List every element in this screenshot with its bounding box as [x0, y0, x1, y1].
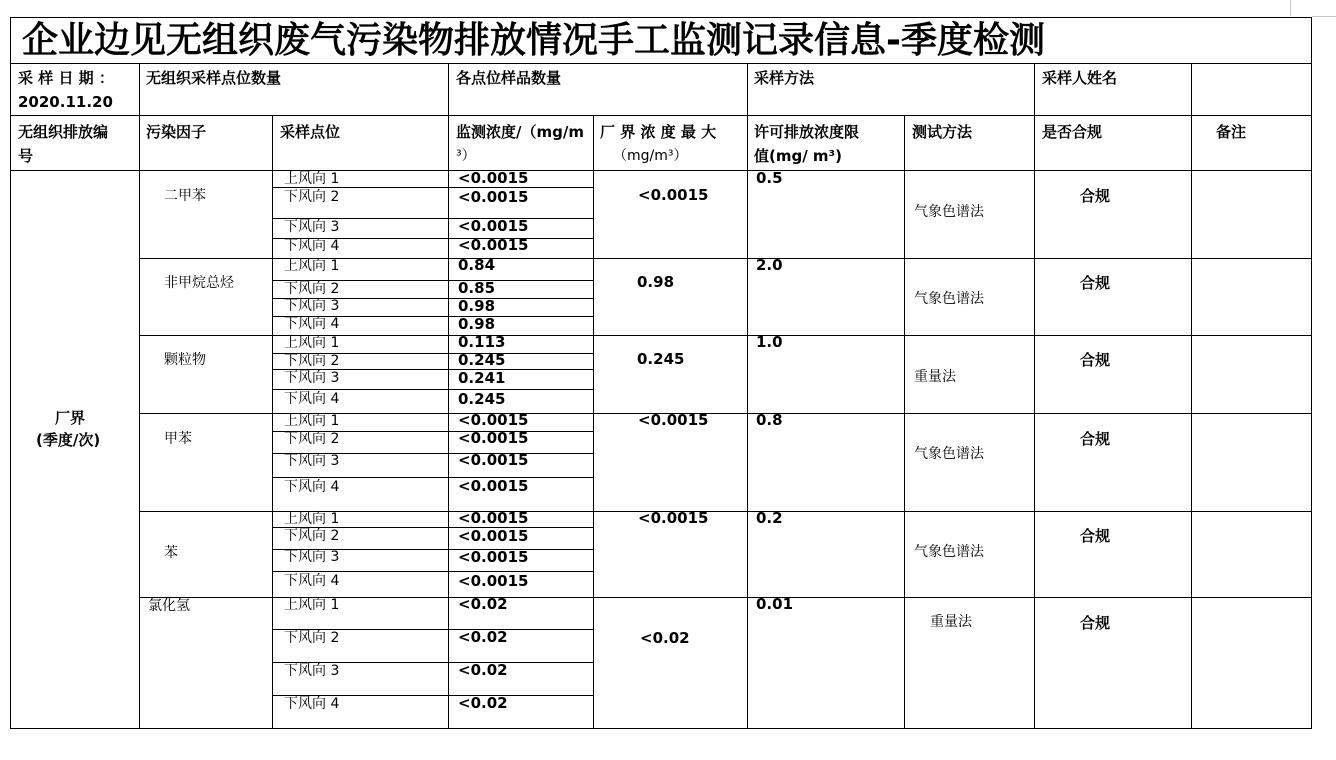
test-method: 重量法 — [914, 369, 956, 385]
concentration-value: <0.0015 — [458, 509, 529, 527]
sampling-point: 下风向 2 — [284, 281, 340, 297]
concentration-value: <0.0015 — [458, 548, 529, 566]
permitted-limit: 0.01 — [756, 595, 794, 613]
compliance-status: 合规 — [1080, 527, 1111, 545]
test-method: 气象色谱法 — [914, 544, 984, 560]
concentration-value: <0.0015 — [458, 411, 529, 429]
page-margin-marker — [1312, 16, 1336, 17]
sampling-point: 上风向 1 — [284, 171, 340, 187]
outlet-frequency: (季度/次) — [36, 431, 101, 449]
sampling-point: 上风向 1 — [284, 413, 340, 429]
header-test-method: 测试方法 — [912, 123, 973, 141]
concentration-value: 0.113 — [458, 333, 506, 351]
permitted-limit: 0.5 — [756, 169, 783, 187]
permitted-limit: 2.0 — [756, 256, 783, 274]
monitoring-record-table — [10, 17, 1312, 729]
sampling-point: 下风向 2 — [284, 630, 340, 646]
header-compliant: 是否合规 — [1042, 123, 1103, 141]
compliance-status: 合规 — [1080, 351, 1111, 369]
concentration-value: 0.245 — [458, 390, 506, 408]
sampling-point: 下风向 2 — [284, 528, 340, 544]
compliance-status: 合规 — [1080, 430, 1111, 448]
samples-count-label: 各点位样品数量 — [456, 69, 562, 87]
sampling-point: 下风向 2 — [284, 189, 340, 205]
header-permitted-limit: 许可排放浓度限 — [754, 123, 860, 141]
test-method: 气象色谱法 — [914, 204, 984, 220]
concentration-value: <0.0015 — [458, 217, 529, 235]
concentration-value: <0.0015 — [458, 527, 529, 545]
concentration-value: <0.0015 — [458, 169, 529, 187]
max-concentration: <0.0015 — [638, 509, 709, 527]
concentration-value: <0.0015 — [458, 451, 529, 469]
test-method: 气象色谱法 — [914, 291, 984, 307]
sampling-point: 上风向 1 — [284, 511, 340, 527]
permitted-limit: 1.0 — [756, 333, 783, 351]
concentration-value: <0.02 — [458, 628, 508, 646]
sampling-point: 下风向 4 — [284, 391, 340, 407]
header-outlet-id: 无组织排放编 — [18, 123, 109, 141]
concentration-value: 0.84 — [458, 256, 496, 274]
sampling-point: 下风向 4 — [284, 573, 340, 589]
page-title: 企业边见无组织废气污染物排放情况手工监测记录信息-季度检测 — [22, 20, 1045, 61]
concentration-value: <0.0015 — [458, 429, 529, 447]
sampling-point: 上风向 1 — [284, 597, 340, 613]
sampling-point: 上风向 1 — [284, 258, 340, 274]
sampler-name-label: 采样人姓名 — [1042, 69, 1118, 87]
sampling-point: 下风向 4 — [284, 696, 340, 712]
concentration-value: <0.02 — [458, 595, 508, 613]
sampling-point: 下风向 3 — [284, 453, 340, 469]
concentration-value: 0.98 — [458, 315, 496, 333]
test-method: 气象色谱法 — [914, 446, 984, 462]
concentration-value: <0.0015 — [458, 572, 529, 590]
sampling-point: 下风向 3 — [284, 663, 340, 679]
concentration-value: <0.02 — [458, 661, 508, 679]
sampling-point: 下风向 2 — [284, 431, 340, 447]
sampling-point: 下风向 4 — [284, 316, 340, 332]
concentration-value: 0.85 — [458, 279, 496, 297]
pollutant-name: 非甲烷总烃 — [164, 275, 234, 291]
concentration-value: <0.02 — [458, 694, 508, 712]
sampling-point: 下风向 3 — [284, 219, 340, 235]
points-count-label: 无组织采样点位数量 — [146, 69, 282, 87]
max-concentration: <0.0015 — [638, 186, 709, 204]
test-method: 重量法 — [930, 614, 972, 630]
pollutant-name: 甲苯 — [164, 431, 192, 447]
sampling-date-value: 2020.11.20 — [18, 93, 113, 111]
sampling-point: 下风向 3 — [284, 549, 340, 565]
header-remarks: 备注 — [1216, 123, 1247, 141]
compliance-status: 合规 — [1080, 187, 1111, 205]
sampling-point: 上风向 1 — [284, 335, 340, 351]
sampling-point: 下风向 2 — [284, 353, 340, 369]
sampling-method-label: 采样方法 — [754, 69, 815, 87]
permitted-limit: 0.8 — [756, 411, 783, 429]
concentration-value: <0.0015 — [458, 477, 529, 495]
header-concentration: 监测浓度/（mg/m — [456, 123, 584, 141]
sampling-point: 下风向 3 — [284, 370, 340, 386]
max-concentration: 0.98 — [637, 273, 675, 291]
concentration-value: <0.0015 — [458, 188, 529, 206]
pollutant-name: 苯 — [164, 545, 178, 561]
header-pollutant: 污染因子 — [146, 123, 207, 141]
concentration-value: 0.98 — [458, 297, 496, 315]
sampling-point: 下风向 4 — [284, 238, 340, 254]
sampling-date-label: 采 样 日 期 ： — [18, 69, 114, 87]
concentration-value: 0.245 — [458, 351, 506, 369]
header-max-concentration: 厂 界 浓 度 最 大 — [600, 123, 717, 141]
header-concentration-unit: ³） — [456, 148, 476, 164]
compliance-status: 合规 — [1080, 614, 1111, 632]
pollutant-name: 二甲苯 — [164, 188, 206, 204]
max-concentration: <0.0015 — [638, 411, 709, 429]
page-margin-marker — [1290, 0, 1291, 16]
sampling-point: 下风向 4 — [284, 479, 340, 495]
outlet-name: 厂界 — [55, 409, 86, 427]
concentration-value: <0.0015 — [458, 236, 529, 254]
compliance-status: 合规 — [1080, 274, 1111, 292]
pollutant-name: 氯化氢 — [148, 598, 190, 614]
concentration-value: 0.241 — [458, 369, 506, 387]
header-max-concentration-unit: （mg/m³） — [613, 148, 688, 164]
header-sampling-point: 采样点位 — [280, 123, 341, 141]
header-permitted-limit-unit: 值(mg/ m³) — [754, 147, 842, 165]
max-concentration: 0.245 — [637, 350, 685, 368]
max-concentration: <0.02 — [640, 629, 690, 647]
permitted-limit: 0.2 — [756, 509, 783, 527]
pollutant-name: 颗粒物 — [164, 352, 206, 368]
header-outlet-id-cont: 号 — [18, 147, 34, 165]
sampling-point: 下风向 3 — [284, 298, 340, 314]
